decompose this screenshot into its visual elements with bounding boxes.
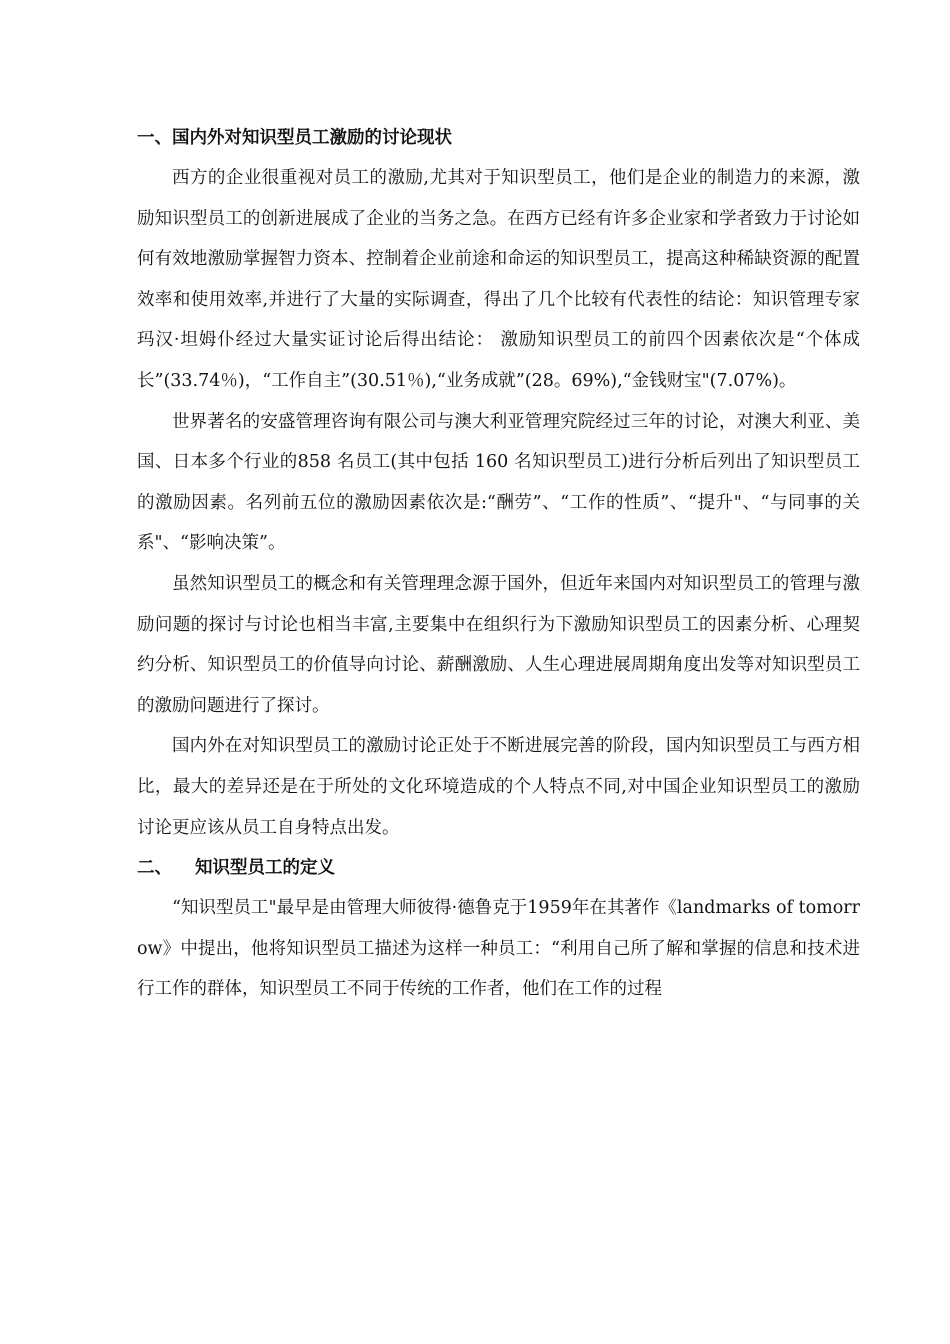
paragraph-1: 西方的企业很重视对员工的激励,尤其对于知识型员工，他们是企业的制造力的来源，激励知识型员工的创新进展成了企业的当务之急。在西方已经有许多企业家和学者致力于讨论如何有效地激励掌握智力资本、控制着企业前途和命运的知识型员工，提高这种稀缺资源的配置效率和使用效率,并进行了大量的实际调查，得出了几个比较有代表性的结论：知识管理专家玛汉·坦姆仆经过大量实证讨论后得出结论： 激励知识型员工的前四个因素依次是“个体成长”(33.74％)，“工作自主”(30.51％),“业务成就”(28。69%),“金钱财宝"(7.07%)。 [137,168,860,391]
section-number: 二、 [137,858,172,879]
document-page [137,118,860,1010]
section-heading-2 [137,848,860,888]
paragraph-2: 世界著名的安盛管理咨询有限公司与澳大利亚管理究院经过三年的讨论，对澳大利亚、美国、日本多个行业的858 名员工(其中包括 160 名知识型员工)进行分析后列出了知识型员工的激励因素。名列前五位的激励因素依次是:“酬劳”、“工作的性质”、“提升"、“与同事的关系"、“影响决策”。 [137,411,860,554]
paragraph-4: 国内外在对知识型员工的激励讨论正处于不断进展完善的阶段，国内知识型员工与西方相比，最大的差异还是在于所处的文化环境造成的个人特点不同,对中国企业知识型员工的激励讨论更应该从员工自身特点出发。 [137,736,860,838]
section-title: 知识型员工的定义 [195,858,335,879]
section-heading-1 [137,118,860,158]
paragraph-5: “知识型员工"最早是由管理大师彼得·德鲁克于1959年在其著作《landmarks of tomorrow》中提出，他将知识型员工描述为这样一种员工：“利用自己所了解和掌握的信息和技术进行工作的群体，知识型员工不同于传统的工作者，他们在工作的过程 [137,898,860,1000]
section-number: 一、 [137,128,172,148]
paragraph-3: 虽然知识型员工的概念和有关管理理念源于国外，但近年来国内对知识型员工的管理与激励问题的探讨与讨论也相当丰富,主要集中在组织行为下激励知识型员工的因素分析、心理契约分析、知识型员工的价值导向讨论、薪酬激励、人生心理进展周期角度出发等对知识型员工的激励问题进行了探讨。 [137,573,860,716]
section-title: 国内外对知识型员工激励的讨论现状 [172,128,452,148]
